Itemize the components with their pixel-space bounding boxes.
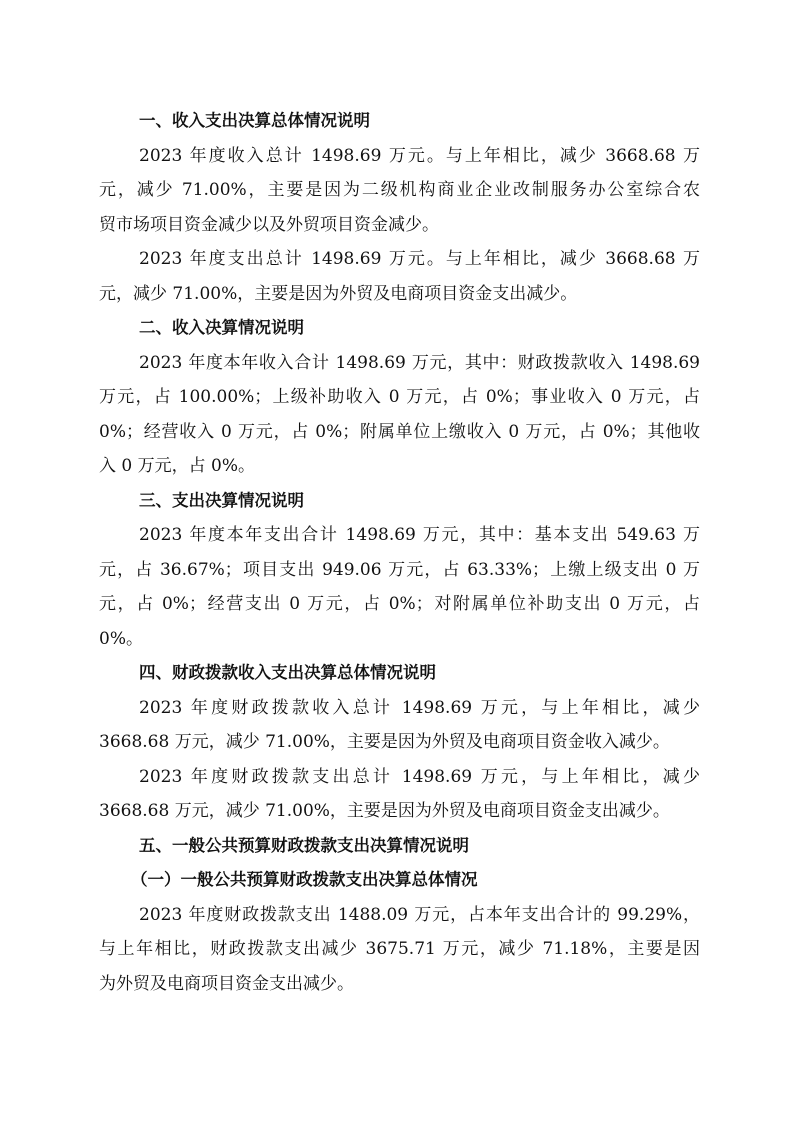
paragraph-line: 与上年相比，财政拨款支出减少 3675.71 万元，减少 71.18%，主要是因 [99, 939, 700, 959]
section-heading-4: 四、财政拨款收入支出决算总体情况说明 [139, 663, 436, 682]
paragraph-line: 3668.68 万元，减少 71.00%，主要是因为外贸及电商项目资金支出减少。 [99, 801, 670, 821]
paragraph-line: 元，占 36.67%；项目支出 949.06 万元，占 63.33%；上缴上级支出 0 万 [99, 559, 700, 580]
document-body [99, 104, 700, 1001]
paragraph-line: 2023 年度支出总计 1498.69 万元。与上年相比，减少 3668.68 万 [139, 249, 700, 269]
paragraph-line: 0%；经营收入 0 万元，占 0%；附属单位上缴收入 0 万元，占 0%；其他收 [99, 421, 700, 442]
paragraph-line: 贸市场项目资金减少以及外贸项目资金减少。 [99, 214, 439, 235]
paragraph-line: 2023 年度本年支出合计 1498.69 万元，其中：基本支出 549.63 万 [139, 525, 700, 545]
paragraph-line: 0%。 [99, 628, 143, 649]
paragraph-line: 2023 年度本年收入合计 1498.69 万元，其中：财政拨款收入 1498.69 [139, 352, 700, 373]
paragraph-line: 元，减少 71.00%，主要是因为二级机构商业企业改制服务办公室综合农 [99, 180, 700, 200]
paragraph-line: 2023 年度财政拨款支出 1488.09 万元，占本年支出合计的 99.29%， [139, 904, 700, 925]
paragraph-line: 元，减少 71.00%，主要是因为外贸及电商项目资金支出减少。 [99, 283, 578, 304]
subsection-heading: （一）一般公共预算财政拨款支出决算总体情况 [131, 870, 478, 889]
section-heading-1: 一、收入支出决算总体情况说明 [139, 111, 370, 130]
paragraph-line: 入 0 万元，占 0%。 [99, 456, 255, 476]
paragraph-line: 2023 年度财政拨款收入总计 1498.69 万元，与上年相比，减少 [139, 697, 700, 718]
section-heading-5: 五、一般公共预算财政拨款支出决算情况说明 [139, 835, 469, 855]
paragraph-line: 3668.68 万元，减少 71.00%，主要是因为外贸及电商项目资金收入减少。 [99, 732, 670, 752]
paragraph-line: 为外贸及电商项目资金支出减少。 [99, 973, 354, 994]
paragraph-line: 元，占 0%；经营支出 0 万元，占 0%；对附属单位补助支出 0 万元，占 [99, 594, 700, 614]
paragraph-line: 2023 年度财政拨款支出总计 1498.69 万元，与上年相比，减少 [139, 766, 700, 787]
section-heading-2: 二、收入决算情况说明 [139, 318, 304, 337]
section-heading-3: 三、支出决算情况说明 [139, 490, 304, 510]
paragraph-line: 2023 年度收入总计 1498.69 万元。与上年相比，减少 3668.68 万 [139, 145, 700, 166]
paragraph-line: 万元，占 100.00%；上级补助收入 0 万元，占 0%；事业收入 0 万元，占 [99, 387, 700, 407]
